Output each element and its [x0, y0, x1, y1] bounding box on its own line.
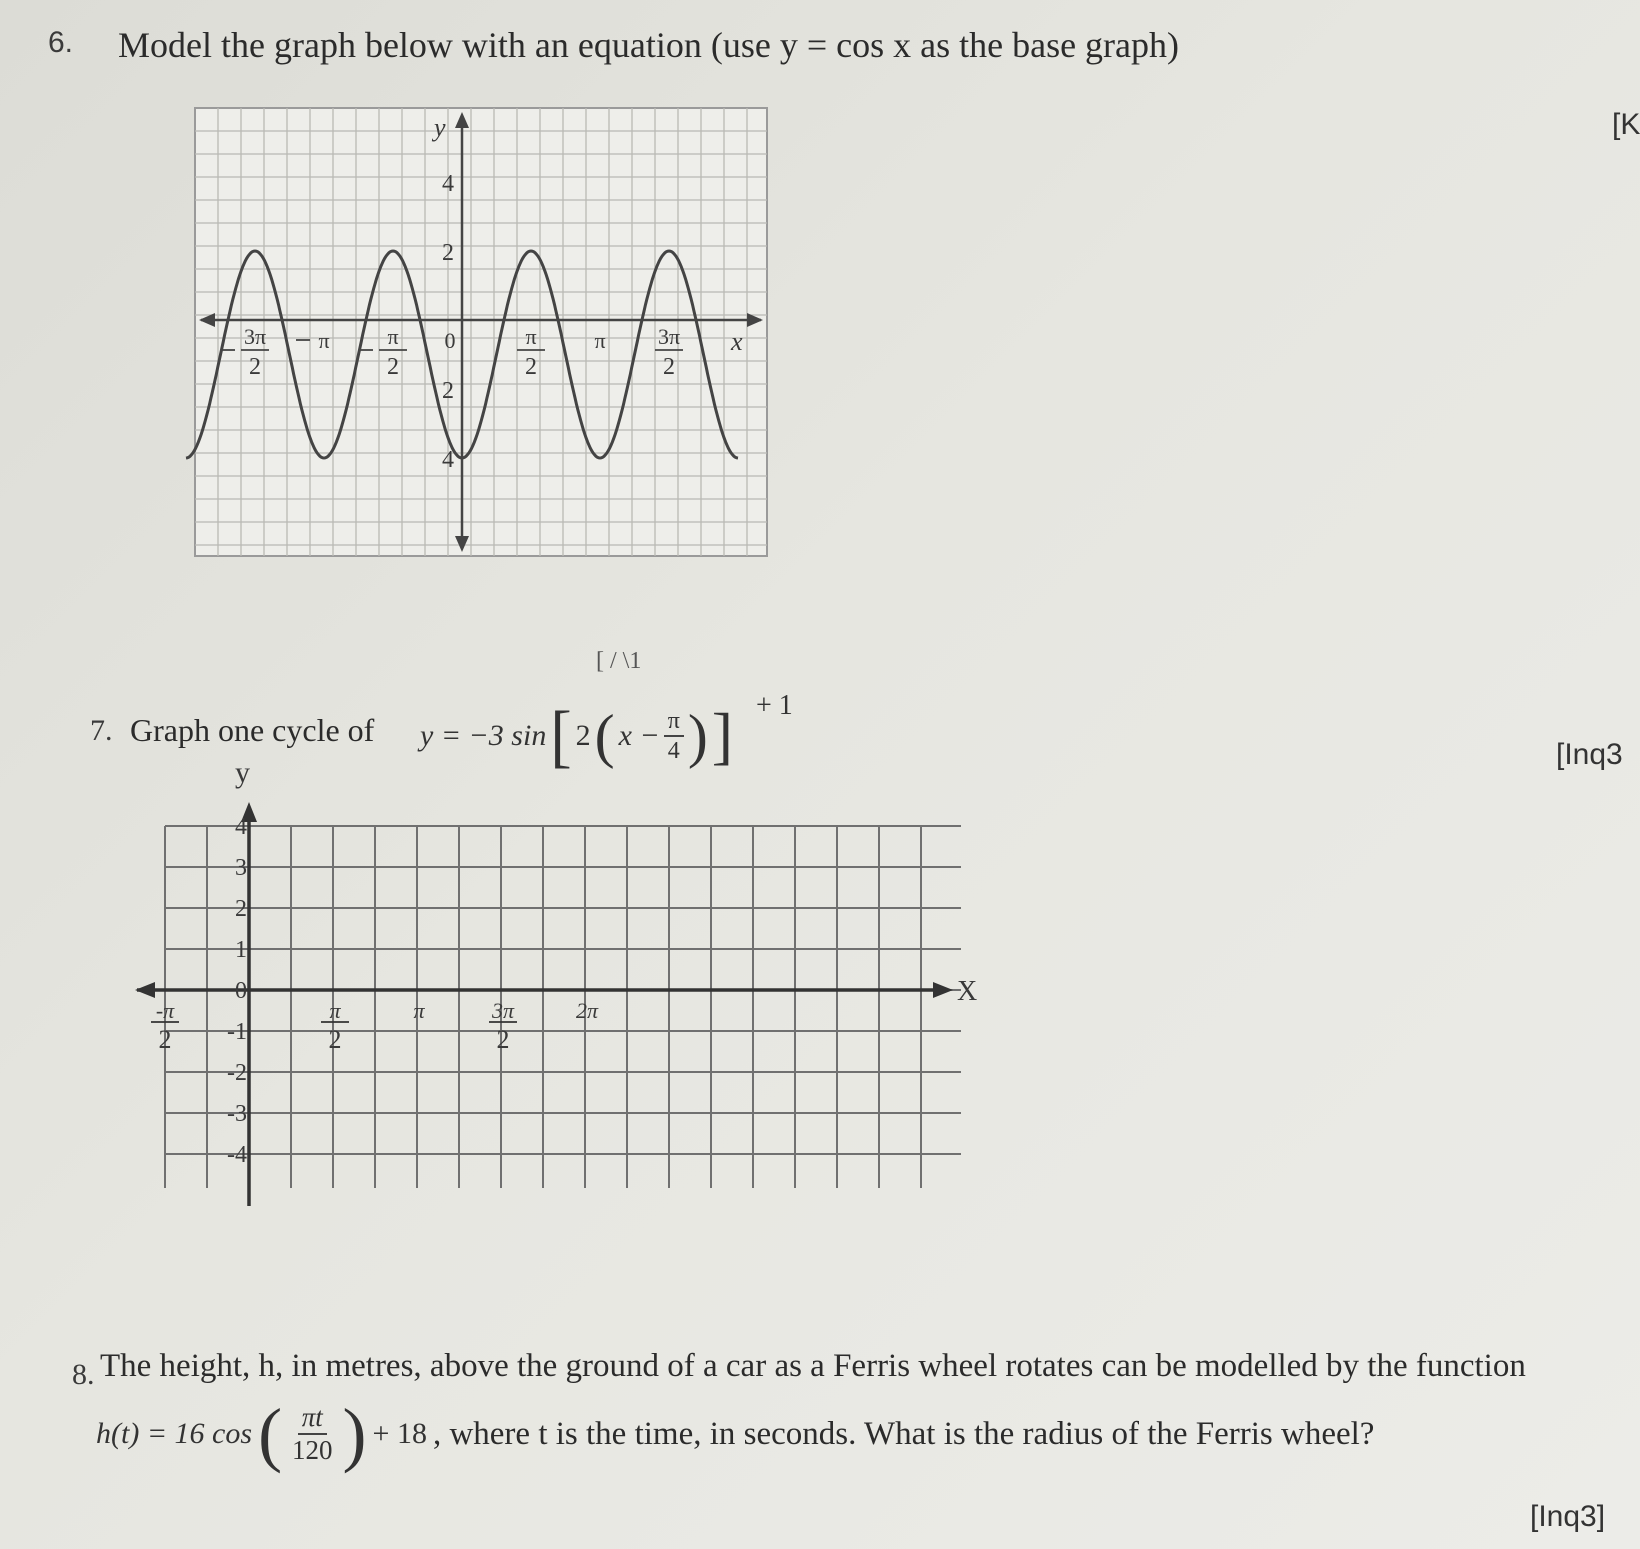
q7-y-tick-label: 4: [235, 814, 247, 840]
q7-x-tick-num: -π: [155, 998, 175, 1023]
q7-eq-coef: 2: [575, 719, 591, 752]
q7-x-arrow-right: [933, 982, 953, 998]
question-8-line2: , where t is the time, in seconds. What is the radius of the Ferris wheel?: [432, 1415, 1375, 1452]
q7-y-tick-label: 0: [235, 978, 247, 1004]
q7-y-axis-label: y: [235, 756, 250, 789]
q7-y-tick-label: -2: [227, 1060, 247, 1086]
q6-x-tick-num: π: [387, 324, 399, 349]
q6-x-tick-den: 2: [387, 354, 399, 380]
q7-x-tick: [576, 998, 599, 1023]
q6-x-tick-num: 3π: [243, 324, 267, 349]
q7-y-tick-label: 1: [235, 937, 247, 963]
q7-x-tick-num: 2π: [575, 998, 599, 1023]
q7-y-tick-label: -3: [227, 1101, 247, 1127]
q7-x-arrow-left: [135, 982, 155, 998]
question-7-number: 7.: [90, 714, 113, 747]
q7-eq-prefix: y = −3 sin: [420, 719, 547, 752]
q8-func-suffix: + 18: [372, 1417, 427, 1450]
q7-x-axis-label: X: [957, 976, 978, 1007]
q7-x-tick: [151, 998, 179, 1054]
q6-x-tick-den: 2: [525, 354, 537, 380]
q7-eq-x: x −: [618, 719, 660, 752]
q6-x-tick: [594, 328, 605, 353]
q7-x-tick-den: 2: [496, 1025, 510, 1054]
q7-y-tick-label: 3: [235, 855, 247, 881]
q7-x-tick-den: 2: [328, 1025, 342, 1054]
q7-eq-fraction: [664, 709, 684, 763]
q7-grid-lines: [165, 826, 961, 1188]
q7-graph-grid[interactable]: [135, 756, 978, 1206]
q7-eq-suffix: + 1: [756, 690, 793, 721]
question-6-number: 6.: [48, 26, 74, 59]
q6-x-tick: [445, 328, 456, 353]
q7-x-tick-den: 2: [158, 1025, 172, 1054]
q6-graph-frame: [195, 108, 767, 556]
q6-x-tick-den: 2: [663, 354, 675, 380]
q7-equation: y = −3 sin [ 2 ( x − $\frac{\pi}{4}$ ) ]: [420, 696, 734, 775]
question-6-tag: [K: [1612, 108, 1640, 141]
q6-y-tick-label: 4: [442, 447, 454, 473]
q7-x-tick: [321, 998, 349, 1054]
q6-x-tick-label: π: [594, 328, 606, 353]
q8-frac-num: πt: [298, 1404, 327, 1435]
q6-x-axis-label: x: [731, 327, 743, 356]
q6-x-tick-num: 3π: [657, 324, 681, 349]
q6-y-axis-label: y: [434, 113, 446, 142]
q7-y-tick-label: 2: [235, 896, 247, 922]
q8-function: h(t) = 16 cos ( $\frac{\pi t}{120}$ ) + 18 , where t is the time, in seconds. What is the radius of the Ferris wheel?: [96, 1394, 1375, 1474]
question-6-text: Model the graph below with an equation (use y = cos x as the base graph): [118, 25, 1180, 65]
q7-eq-frac-num: π: [664, 709, 684, 737]
question-8-tag: [Inq3]: [1530, 1500, 1606, 1533]
q6-x-tick-label: π: [318, 328, 330, 353]
q7-eq-frac-den: 4: [667, 738, 680, 764]
q8-func-prefix: h(t) = 16 cos: [96, 1417, 253, 1450]
q7-x-tick-num: 3π: [491, 998, 515, 1023]
q8-frac-den: 120: [292, 1435, 333, 1465]
q7-y-tick-label: -4: [227, 1142, 247, 1168]
q7-x-tick-num: π: [413, 998, 425, 1023]
q7-x-tick-num: π: [329, 998, 341, 1023]
question-7-text: Graph one cycle of: [130, 712, 375, 748]
q6-y-tick-label: 2: [442, 378, 454, 404]
q6-cosine-graph: [195, 108, 767, 556]
q6-y-tick-label: 4: [442, 171, 454, 197]
q6-x-tick-label: 0: [444, 328, 456, 353]
q7-x-tick: [413, 998, 425, 1023]
q6-x-tick-den: 2: [249, 354, 261, 380]
q6-x-tick-num: π: [525, 324, 537, 349]
question-8-line1: The height, h, in metres, above the ground of a car as a Ferris wheel rotates can be modelled by the function: [100, 1348, 1526, 1384]
q7-y-tick-label: -1: [227, 1019, 247, 1045]
q6-y-tick-label: 2: [442, 240, 454, 266]
q8-func-fraction: [288, 1404, 337, 1464]
q7-stray-marks: [ / \1: [596, 648, 642, 674]
q7-x-tick: [489, 998, 517, 1054]
question-7-tag: [Inq3: [1556, 738, 1623, 771]
question-8-number: 8.: [72, 1358, 95, 1391]
